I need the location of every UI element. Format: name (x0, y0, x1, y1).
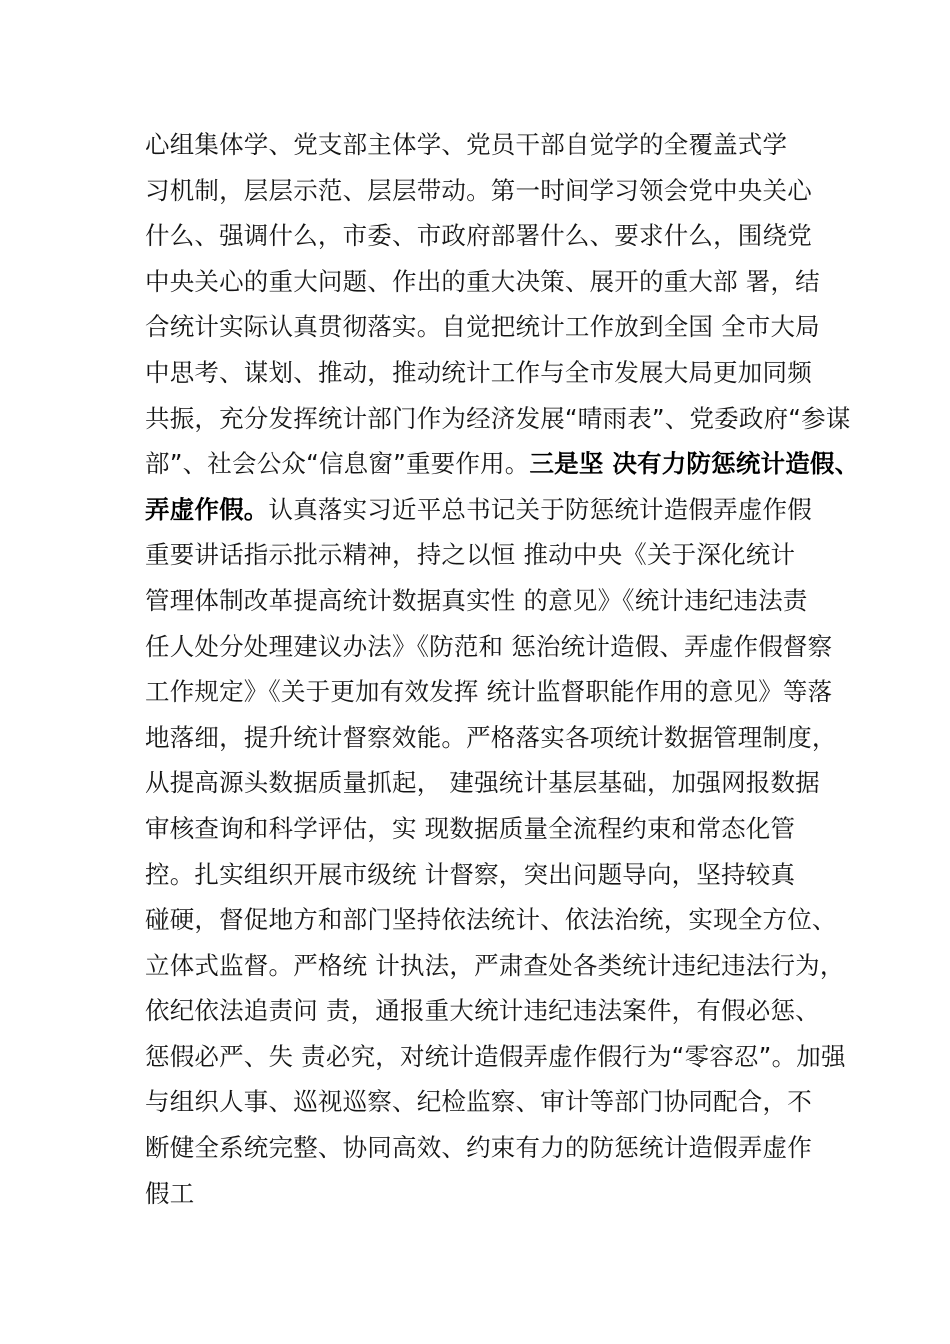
line-text: 任人处分处理建议办法》《防范和 惩治统计造假、弄虚作假督察 (145, 631, 833, 661)
text-line-6 (145, 350, 865, 396)
line-text: 认真落实习近平总书记关于防惩统计造假弄虚作假 (268, 494, 812, 524)
text-line-2 (145, 168, 865, 214)
text-line-24 (145, 1171, 865, 1217)
text-line-13 (145, 669, 865, 715)
line-text: 惩假必严、失 责必究，对统计造假弄虚作假行为“零容忍”。加强 (145, 1041, 846, 1071)
line-text: 中思考、谋划、推动，推动统计工作与全市发展大局更加同频 (145, 357, 812, 387)
line-text: 审核查询和科学评估，实 现数据质量全流程约束和常态化管 (145, 813, 796, 843)
line-text: 心组集体学、党支部主体学、党员干部自觉学的全覆盖式学 (145, 130, 788, 159)
text-line-14 (145, 715, 865, 761)
line-text: 与组织人事、巡视巡察、纪检监察、审计等部门协同配合，不 (145, 1087, 812, 1117)
line-text: 重要讲话指示批示精神，持之以恒 推动中央《关于深化统计 (145, 540, 796, 570)
body-text (145, 122, 865, 1216)
line-text: 部”、社会公众“信息窗”重要作用。 (145, 449, 530, 479)
text-line-21 (145, 1034, 865, 1080)
line-text: 中央关心的重大问题、作出的重大决策、展开的重大部 署，结 (145, 266, 820, 296)
text-line-10 (145, 532, 865, 578)
text-line-22 (145, 1079, 865, 1125)
line-text: 依纪依法追责问 责，通报重大统计违纪违法案件，有假必惩、 (145, 996, 820, 1026)
text-line-5 (145, 304, 865, 350)
text-line-23 (145, 1125, 865, 1171)
text-line-18 (145, 897, 865, 943)
line-text: 地落细，提升统计督察效能。严格落实各项统计数据管理制度， (145, 722, 837, 752)
line-text: 管理体制改革提高统计数据真实性 的意见》《统计违纪违法责 (145, 585, 808, 615)
text-line-4 (145, 259, 865, 305)
line-text: 共振，充分发挥统计部门作为经济发展“晴雨表”、党委政府“参谋 (145, 403, 851, 433)
line-text: 立体式监督。严格统 计执法，严肃查处各类统计违纪违法行为， (145, 950, 845, 980)
line-text: 工作规定》《关于更加有效发挥 统计监督职能作用的意见》等落 (145, 677, 833, 707)
line-text: 什么、强调什么，市委、市政府部署什么、要求什么，围绕党 (145, 221, 812, 251)
text-line-11 (145, 578, 865, 624)
text-line-9 (145, 487, 865, 533)
text-line-16 (145, 806, 865, 852)
text-line-7 (145, 396, 865, 442)
text-line-15 (145, 760, 865, 806)
line-text: 断健全系统完整、协同高效、约束有力的防惩统计造假弄虚作 (145, 1133, 812, 1163)
text-line-17 (145, 852, 865, 898)
section-heading-bold: 三是坚 决有力防惩统计造假、 (529, 449, 860, 479)
line-text: 从提高源头数据质量抓起， 建强统计基层基础，加强网报数据 (145, 768, 820, 798)
line-text: 习机制，层层示范、层层带动。第一时间学习领会党中央关心 (145, 175, 812, 205)
text-line-1 (145, 122, 865, 168)
line-text: 合统计实际认真贯彻落实。自觉把统计工作放到全国 全市大局 (145, 312, 820, 342)
text-line-3 (145, 213, 865, 259)
text-line-8 (145, 441, 865, 487)
text-line-12 (145, 624, 865, 670)
line-text: 碰硬，督促地方和部门坚持依法统计、依法治统，实现全方位、 (145, 905, 837, 935)
text-line-20 (145, 988, 865, 1034)
text-line-19 (145, 943, 865, 989)
line-text: 假工 (145, 1178, 195, 1208)
section-heading-bold: 弄虚作假。 (145, 494, 269, 524)
line-text: 控。扎实组织开展市级统 计督察，突出问题导向，坚持较真 (145, 859, 796, 889)
